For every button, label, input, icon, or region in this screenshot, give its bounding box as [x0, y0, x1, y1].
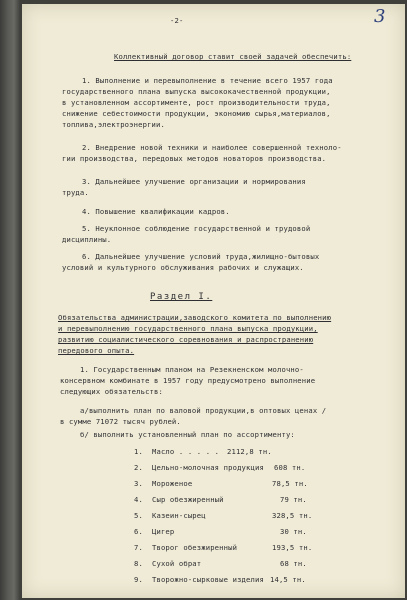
assortment-qty: 68 тн. — [280, 559, 307, 568]
assortment-name: Цельно-молочная продукция — [152, 463, 264, 472]
intro-item-1-line-5: топлива,электроэнергии. — [62, 120, 165, 129]
plan-line-3: следующих обязательств: — [60, 387, 163, 396]
sub-a-line-2: в сумме 71072 тысяч рублей. — [60, 417, 181, 426]
assortment-name: Сухой обрат — [152, 559, 202, 568]
assortment-num: 3. — [134, 479, 143, 488]
assortment-qty: 193,5 тн. — [272, 543, 313, 552]
assortment-qty: 14,5 тн. — [270, 575, 306, 584]
assortment-name: Масло . . . . . — [152, 447, 220, 456]
assortment-num: 6. — [134, 527, 143, 536]
assortment-num: 5. — [134, 511, 143, 520]
document-title: Коллективный договор ставит своей задачей обеспечить: — [114, 52, 352, 61]
section-heading: Раздел I. — [150, 292, 213, 302]
intro-item-6-line-1: 6. Дальнейшее улучшение условий труда,жилищно-бытовых — [82, 252, 320, 261]
obligations-line-1: Обязательства администрации,заводского комитета по выполнению — [58, 313, 332, 322]
assortment-num: 9. — [134, 575, 143, 584]
assortment-name: Казеин-сырец — [152, 511, 206, 520]
assortment-qty: 2112,8 тн. — [227, 447, 272, 456]
intro-item-6-line-2: условий и культурного обслуживания рабочих и служащих. — [62, 263, 304, 272]
intro-item-3-line-2: труда. — [62, 188, 89, 197]
intro-item-4-line-1: 4. Повышение квалификации кадров. — [82, 207, 230, 216]
plan-line-2: консервном комбинате в 1957 году предусмотрено выполнение — [60, 376, 316, 385]
assortment-num: 8. — [134, 559, 143, 568]
sub-a-line-1: а/выполнить план по валовой продукции,в оптовых ценах / — [80, 406, 327, 415]
sub-b-line: б/ выполнить установленный план по ассортименту: — [80, 430, 295, 439]
obligations-line-3: развитию социалистического соревнования и распространению — [58, 335, 314, 344]
obligations-line-4: передового опыта. — [58, 346, 135, 355]
assortment-name: Творог обезжиренный — [152, 543, 238, 552]
obligations-line-2: и перевыполнению государственного плана выпуска продукции, — [58, 324, 318, 333]
intro-item-1-line-2: государственного плана выпуска высококачественной продукции, — [62, 87, 331, 96]
intro-item-1-line-4: снижение себестоимости продукции, экономию сырья,материалов, — [62, 109, 331, 118]
page-number: -2- — [170, 16, 184, 25]
intro-item-3-line-1: 3. Дальнейшее улучшение организации и нормирования — [82, 177, 306, 186]
assortment-name: Сыр обезжиренный — [152, 495, 224, 504]
intro-item-1-line-3: в установленном ассортименте, рост производительности труда, — [62, 98, 331, 107]
handwritten-page-number: 3 — [374, 6, 386, 27]
assortment-qty: 328,5 тн. — [272, 511, 313, 520]
intro-item-1-line-1: 1. Выполнение и перевыполнение в течение всего 1957 года — [82, 76, 333, 85]
intro-item-2-line-1: 2. Внедрение новой техники и наиболее совершенной техноло- — [82, 143, 342, 152]
assortment-num: 7. — [134, 543, 143, 552]
assortment-qty: 78,5 тн. — [272, 479, 308, 488]
document-page — [22, 4, 405, 598]
plan-line-1: 1. Государственным планом на Резекненском молочно- — [80, 365, 304, 374]
assortment-qty: 79 тн. — [280, 495, 307, 504]
assortment-name: Творожно-сырковые изделия — [152, 575, 264, 584]
assortment-num: 2. — [134, 463, 143, 472]
assortment-qty: 30 тн. — [280, 527, 307, 536]
intro-item-5-line-1: 5. Неуклонное соблюдение государственной и трудовой — [82, 224, 311, 233]
intro-item-5-line-2: дисциплины. — [62, 235, 112, 244]
assortment-num: 1. — [134, 447, 143, 456]
assortment-qty: 608 тн. — [274, 463, 306, 472]
intro-item-2-line-2: гии производства, передовых методов новаторов производства. — [62, 154, 327, 163]
assortment-name: Цигер — [152, 527, 175, 536]
assortment-num: 4. — [134, 495, 143, 504]
assortment-name: Мороженое — [152, 479, 193, 488]
